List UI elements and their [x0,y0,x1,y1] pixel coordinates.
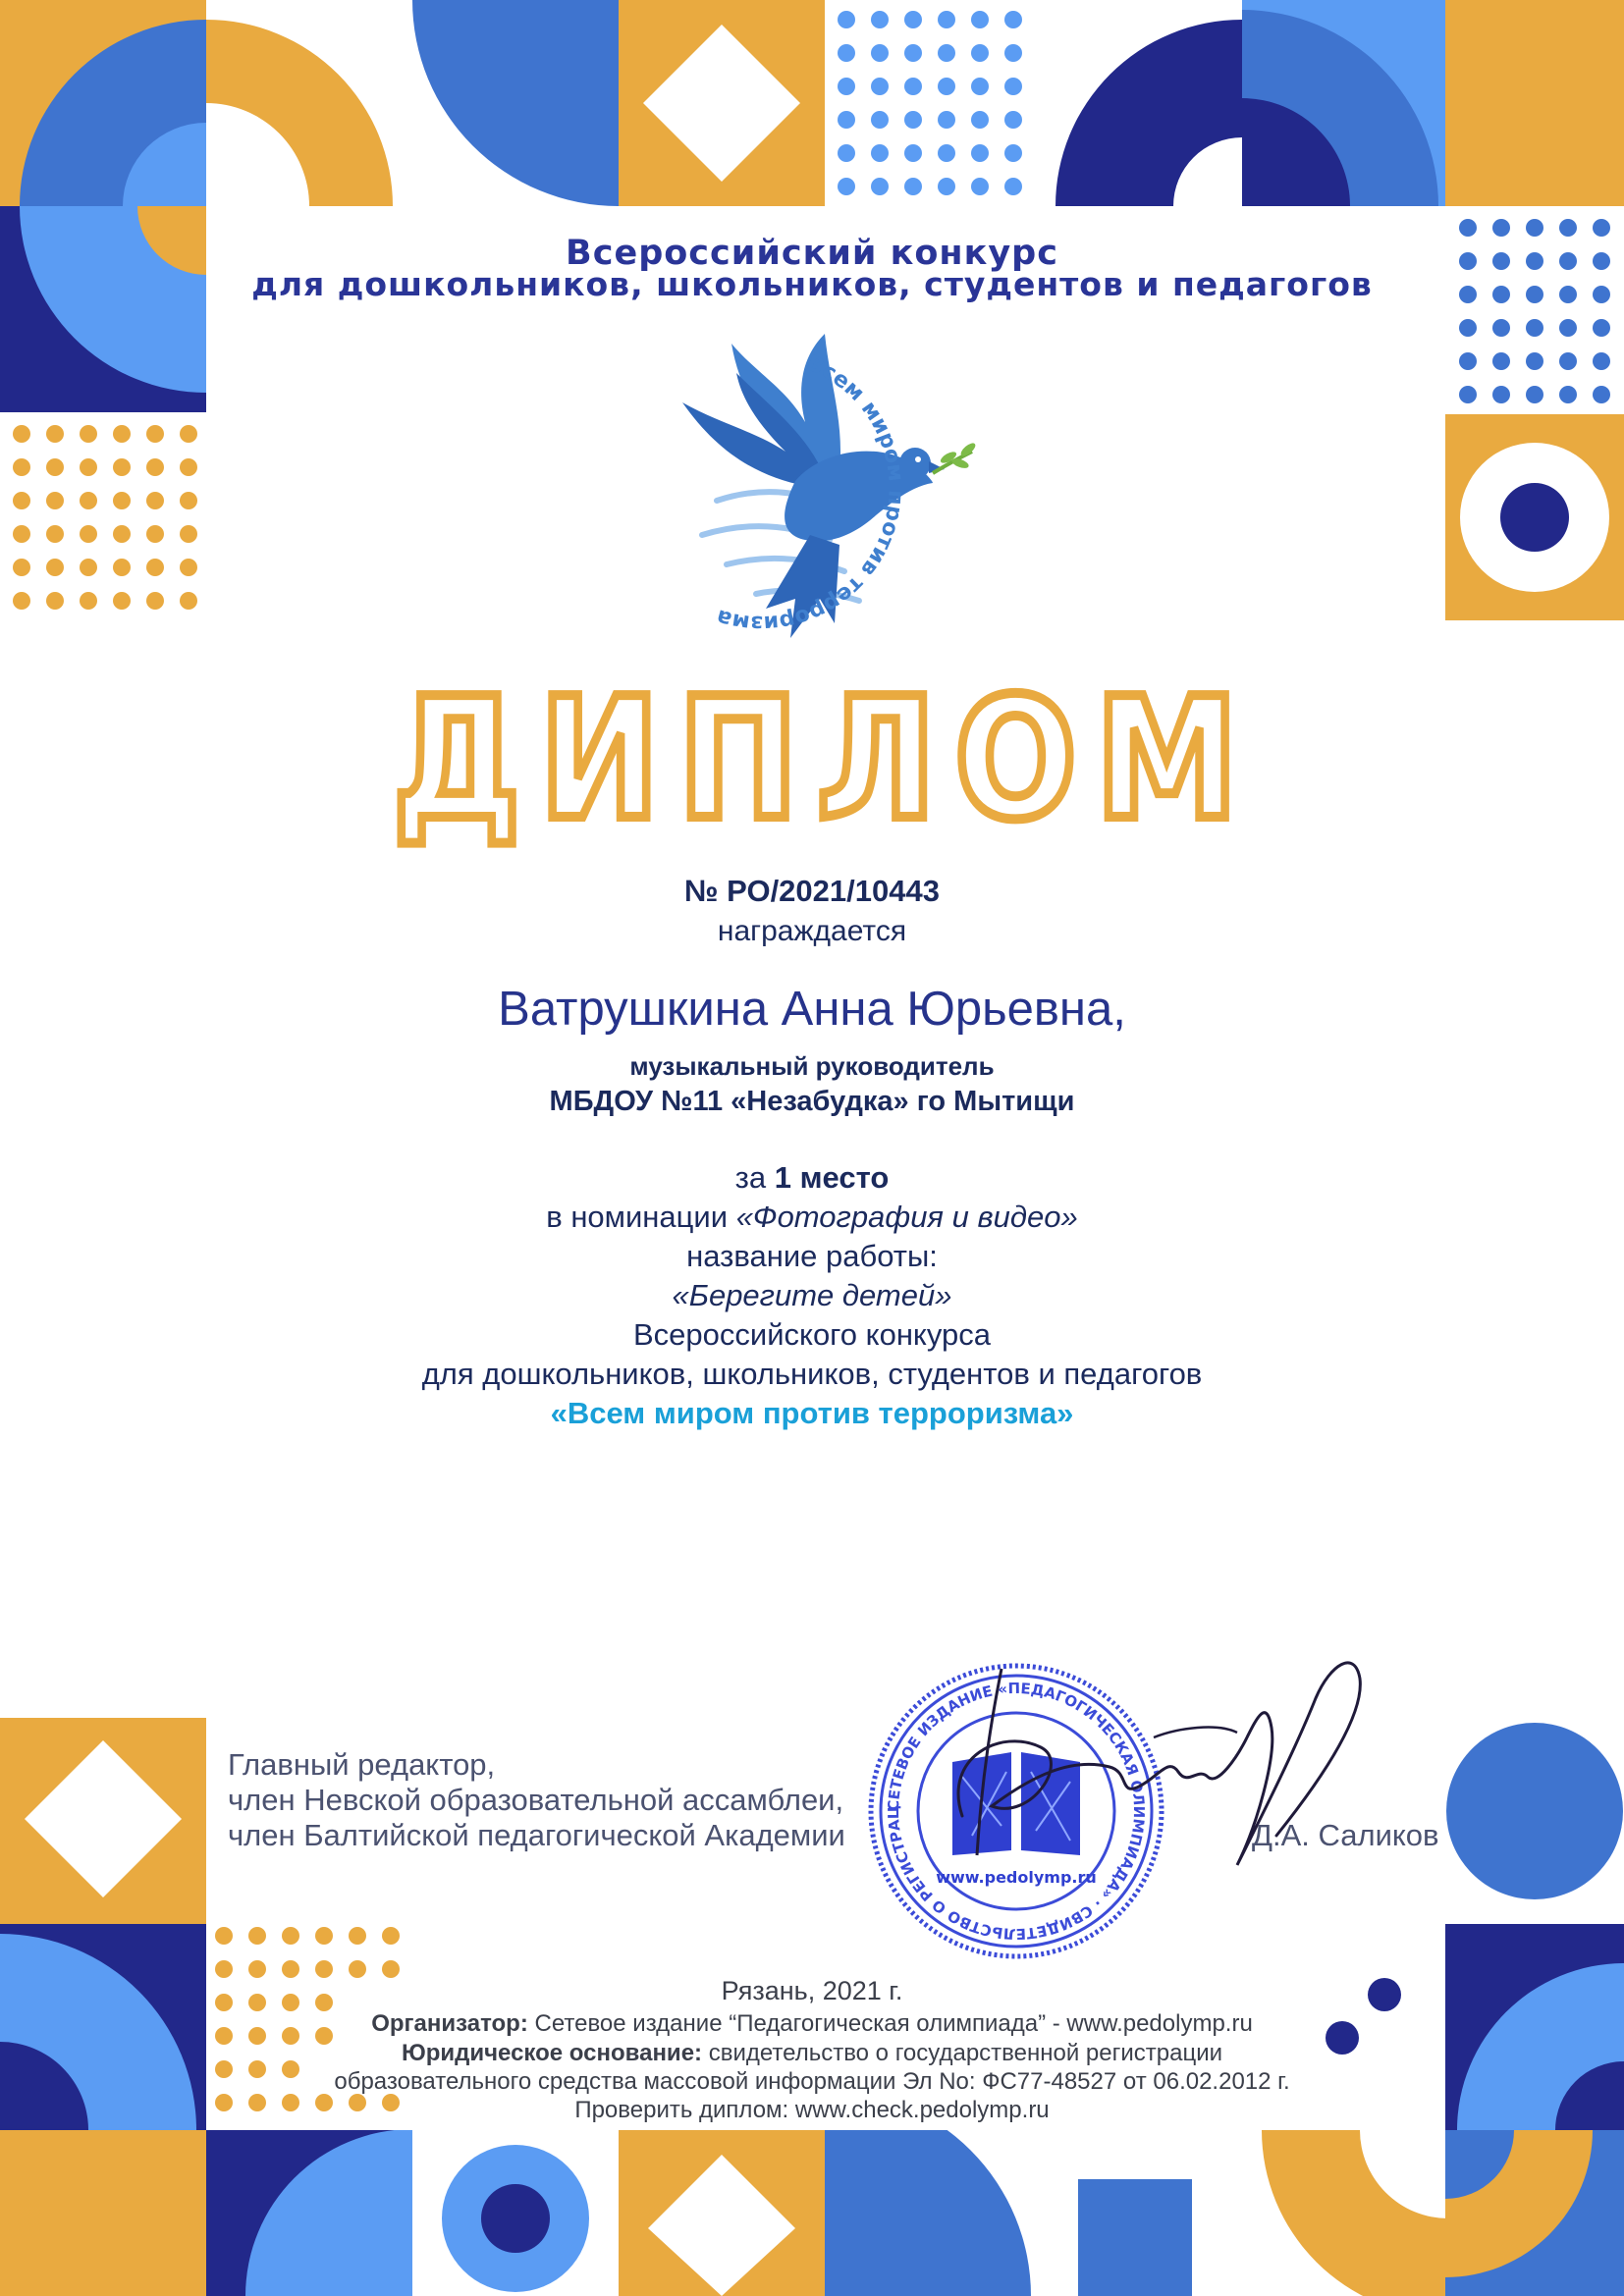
organizer-line [196,2010,1428,2038]
legal-label: Юридическое основание: [401,2040,703,2066]
nomination-value: «Фотография и видео» [735,1200,1078,1234]
editor-credentials [228,1747,845,1853]
work-label: название работы: [686,1239,938,1273]
check-diploma-link[interactable]: Проверить диплом: www.check.pedolymp.ru [574,2097,1050,2123]
recipient-name: Ватрушкина Анна Юрьевна, [498,983,1126,1036]
legal-line2: образовательного средства массовой информации Эл No: ФС77-48527 от 06.02.2012 г. [334,2068,1290,2095]
stamp-site: www.pedolymp.ru [936,1868,1097,1887]
diploma-title-text: ДИПЛОМ [393,663,1257,857]
legal-value: свидетельство о государственной регистрации [708,2040,1223,2066]
nomination-prefix: в номинации [546,1200,729,1234]
city-year: Рязань, 2021 г. [721,1976,903,2005]
contest-line2: для дошкольников, школьников, студентов и педагогов [421,1357,1203,1391]
editor-line3: член Балтийской педагогической Академии [228,1818,845,1852]
nomination-line [0,1200,1624,1235]
legal-line1 [196,2040,1428,2067]
recipient-position: музыкальный руководитель [629,1051,995,1081]
signer-name: Д.А. Саликов [1252,1818,1439,1852]
place-line [0,1160,1624,1196]
signature [884,1639,1375,1895]
contest-header-line2: для дошкольников, школьников, студентов и педагогов [251,265,1373,303]
awarded-label: награждается [717,915,907,947]
organizer-value: Сетевое издание “Педагогическая олимпиада” - www.pedolymp.ru [534,2010,1253,2037]
contest-logo [648,314,982,667]
diploma-number: № РО/2021/10443 [684,874,940,908]
logo-arc-text: Всем миром против терроризма [713,350,908,636]
editor-line1: Главный редактор, [228,1747,496,1782]
place-value: 1 место [774,1160,890,1195]
contest-header-line1: Всероссийский конкурс [566,234,1058,273]
work-title: «Берегите детей» [672,1278,952,1312]
contest-name: «Всем миром против терроризма» [550,1396,1074,1430]
editor-line2: член Невской образовательной ассамблеи, [228,1783,844,1817]
organizer-label: Организатор: [371,2010,528,2037]
contest-line1: Всероссийского конкурса [633,1317,991,1352]
place-prefix: за [734,1160,767,1195]
dove-icon [648,314,982,667]
recipient-organization: МБДОУ №11 «Незабудка» го Мытищи [549,1086,1075,1117]
diploma-title [383,663,1267,857]
stamp-ring-text: СЕТЕВОЕ ИЗДАНИЕ «ПЕДАГОГИЧЕСКАЯ ОЛИМПИАДА» · СВИДЕТЕЛЬСТВО О РЕГИСТРАЦ [884,1679,1149,1944]
